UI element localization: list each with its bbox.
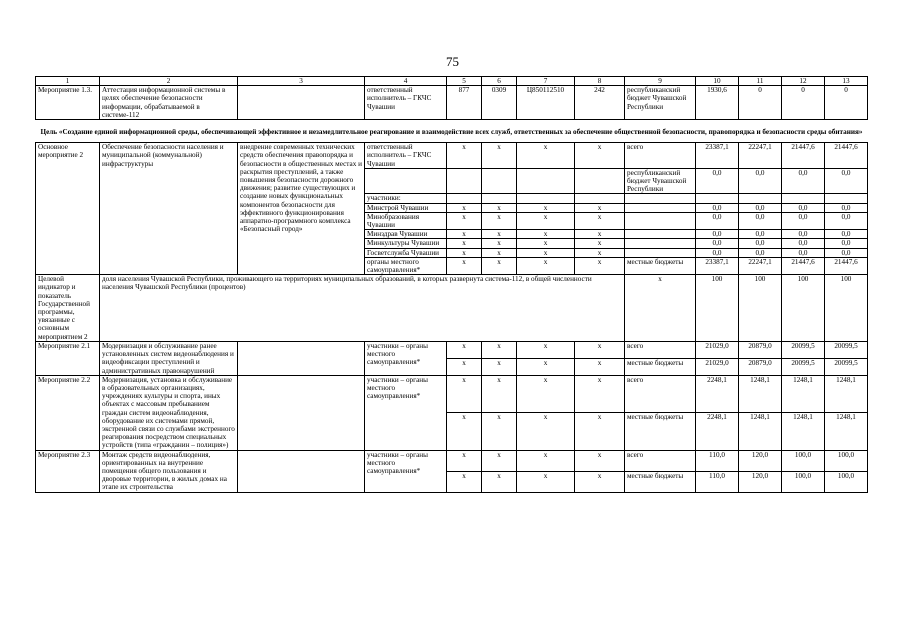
- measure-1-3-cell: Мероприятие 1.3.: [36, 86, 100, 120]
- measure-empty-cell: [238, 375, 365, 450]
- code-cell: x: [482, 212, 517, 229]
- column-number: 10: [696, 77, 739, 86]
- funding-source-cell: республиканский бюджет Чувашской Республики: [625, 168, 696, 194]
- amount-cell: 0,0: [739, 230, 782, 239]
- code-cell: x: [447, 203, 482, 212]
- amount-cell: 1248,1: [782, 413, 825, 450]
- funding-source-cell: местные бюджеты: [625, 413, 696, 450]
- code-cell: x: [447, 471, 482, 492]
- amount-cell: 0,0: [696, 239, 739, 248]
- main-activity-2-row: [36, 143, 868, 169]
- amount-cell: 0,0: [696, 212, 739, 229]
- code-cell: x: [447, 257, 482, 274]
- amount-cell: [782, 194, 825, 203]
- indicator-value: 100: [825, 275, 868, 342]
- amount-cell: [825, 194, 868, 203]
- measure-1-3-cell: 0309: [482, 86, 517, 120]
- amount-cell: 20879,0: [739, 341, 782, 358]
- code-cell: [517, 168, 575, 194]
- measure-name: Модернизация и обслуживание ранее установленных систем видеонаблюдения и видеофиксации преступлений и административных правонарушений: [100, 341, 238, 375]
- code-cell: x: [482, 257, 517, 274]
- amount-cell: 20879,0: [739, 358, 782, 375]
- executor-cell: [365, 168, 447, 194]
- amount-cell: 110,0: [696, 450, 739, 471]
- measure-1-3-cell: ответственный исполнитель – ГКЧС Чувашии: [365, 86, 447, 120]
- code-cell: x: [517, 143, 575, 169]
- code-cell: x: [482, 450, 517, 471]
- code-cell: x: [517, 257, 575, 274]
- measure-empty-cell: [238, 341, 365, 375]
- code-cell: x: [447, 375, 482, 412]
- amount-cell: 0,0: [782, 239, 825, 248]
- column-number: 6: [482, 77, 517, 86]
- goal-title: Цель «Создание единой информационной среды, обеспечивающей эффективное и незамедлительное реагирование и взаимодействие всех служб, ответственных за обеспечение общественной безопасности, правопорядка и безопасности среды обитания»: [36, 120, 868, 143]
- executor-cell: участники – органы местного самоуправления*: [365, 375, 447, 450]
- amount-cell: 100,0: [825, 450, 868, 471]
- amount-cell: 21029,0: [696, 358, 739, 375]
- main-activity-label: Основное мероприятие 2: [36, 143, 100, 275]
- amount-cell: 0,0: [825, 203, 868, 212]
- measure-1-3-cell: 242: [575, 86, 625, 120]
- amount-cell: 0,0: [782, 203, 825, 212]
- funding-source-cell: [625, 203, 696, 212]
- amount-cell: 20099,5: [825, 358, 868, 375]
- amount-cell: 22247,1: [739, 143, 782, 169]
- code-cell: x: [575, 239, 625, 248]
- code-cell: x: [575, 212, 625, 229]
- measure-row: [36, 375, 868, 412]
- amount-cell: 100,0: [782, 471, 825, 492]
- amount-cell: 100,0: [825, 471, 868, 492]
- amount-cell: 0,0: [782, 230, 825, 239]
- code-cell: x: [517, 239, 575, 248]
- code-cell: x: [482, 375, 517, 412]
- amount-cell: 0,0: [782, 168, 825, 194]
- code-cell: x: [517, 413, 575, 450]
- code-cell: x: [575, 203, 625, 212]
- measure-1-3-cell: [238, 86, 365, 120]
- column-number: 9: [625, 77, 696, 86]
- amount-cell: [739, 194, 782, 203]
- indicator-value: 100: [696, 275, 739, 342]
- code-cell: [447, 194, 482, 203]
- code-cell: x: [517, 203, 575, 212]
- measure-1-3-cell: 1930,6: [696, 86, 739, 120]
- indicator-value: 100: [782, 275, 825, 342]
- code-cell: x: [447, 341, 482, 358]
- code-cell: x: [447, 358, 482, 375]
- amount-cell: 20099,5: [782, 341, 825, 358]
- amount-cell: 0,0: [825, 168, 868, 194]
- column-number: 12: [782, 77, 825, 86]
- funding-source-cell: всего: [625, 375, 696, 412]
- measure-label: Мероприятие 2.2: [36, 375, 100, 450]
- code-cell: x: [575, 341, 625, 358]
- indicator-row: [36, 275, 868, 342]
- amount-cell: 0,0: [696, 168, 739, 194]
- executor-cell: Госветслужба Чувашии: [365, 248, 447, 257]
- executor-cell: участники – органы местного самоуправления*: [365, 450, 447, 492]
- code-cell: x: [447, 212, 482, 229]
- main-activity-name: Обеспечение безопасности населения и муниципальной (коммунальной) инфраструктуры: [100, 143, 238, 275]
- code-cell: x: [482, 358, 517, 375]
- amount-cell: 2248,1: [696, 375, 739, 412]
- code-cell: x: [517, 341, 575, 358]
- amount-cell: 1248,1: [825, 413, 868, 450]
- funding-source-cell: всего: [625, 450, 696, 471]
- code-cell: x: [575, 471, 625, 492]
- executor-cell: Минобразования Чувашии: [365, 212, 447, 229]
- code-cell: x: [482, 239, 517, 248]
- funding-source-cell: местные бюджеты: [625, 358, 696, 375]
- code-cell: [517, 194, 575, 203]
- code-cell: x: [575, 248, 625, 257]
- code-cell: x: [482, 413, 517, 450]
- column-number: 7: [517, 77, 575, 86]
- executor-cell: участники:: [365, 194, 447, 203]
- code-cell: x: [447, 413, 482, 450]
- amount-cell: 23387,1: [696, 257, 739, 274]
- amount-cell: 0,0: [782, 212, 825, 229]
- amount-cell: 1248,1: [782, 375, 825, 412]
- funding-source-cell: местные бюджеты: [625, 471, 696, 492]
- code-cell: x: [447, 239, 482, 248]
- indicator-unit: x: [625, 275, 696, 342]
- code-cell: x: [482, 230, 517, 239]
- measure-label: Мероприятие 2.1: [36, 341, 100, 375]
- column-number: 11: [739, 77, 782, 86]
- indicator-value: 100: [739, 275, 782, 342]
- code-cell: x: [517, 212, 575, 229]
- code-cell: x: [482, 203, 517, 212]
- code-cell: x: [482, 471, 517, 492]
- amount-cell: 0,0: [825, 248, 868, 257]
- measure-1-3-cell: Аттестация информационной системы в целях обеспечение безопасности информации, обрабатываемой в системе-112: [100, 86, 238, 120]
- amount-cell: 1248,1: [739, 413, 782, 450]
- goal-row: [36, 120, 868, 143]
- amount-cell: 0,0: [696, 203, 739, 212]
- code-cell: x: [517, 450, 575, 471]
- code-cell: x: [482, 341, 517, 358]
- amount-cell: 0,0: [739, 248, 782, 257]
- code-cell: x: [575, 450, 625, 471]
- executor-cell: Минстрой Чувашии: [365, 203, 447, 212]
- amount-cell: 20099,5: [825, 341, 868, 358]
- code-cell: x: [575, 257, 625, 274]
- code-cell: x: [517, 375, 575, 412]
- column-number: 3: [238, 77, 365, 86]
- column-number: 4: [365, 77, 447, 86]
- amount-cell: 21447,6: [782, 257, 825, 274]
- amount-cell: 110,0: [696, 471, 739, 492]
- funding-source-cell: [625, 248, 696, 257]
- measure-row: [36, 341, 868, 358]
- executor-cell: Минкультуры Чувашии: [365, 239, 447, 248]
- measure-label: Мероприятие 2.3: [36, 450, 100, 492]
- column-number: 13: [825, 77, 868, 86]
- amount-cell: 23387,1: [696, 143, 739, 169]
- code-cell: x: [482, 248, 517, 257]
- measure-1-3-cell: республиканский бюджет Чувашской Республики: [625, 86, 696, 120]
- column-number: 8: [575, 77, 625, 86]
- code-cell: x: [517, 471, 575, 492]
- indicator-label: Целевой индикатор и показатель Государственной программы, увязанные с основным мероприятием 2: [36, 275, 100, 342]
- amount-cell: 0,0: [739, 168, 782, 194]
- amount-cell: 2248,1: [696, 413, 739, 450]
- code-cell: x: [575, 143, 625, 169]
- code-cell: [447, 168, 482, 194]
- amount-cell: 0,0: [825, 239, 868, 248]
- amount-cell: 0,0: [782, 248, 825, 257]
- code-cell: [575, 194, 625, 203]
- funding-source-cell: местные бюджеты: [625, 257, 696, 274]
- amount-cell: 0,0: [739, 212, 782, 229]
- amount-cell: 21447,6: [825, 257, 868, 274]
- code-cell: x: [447, 230, 482, 239]
- column-number: 5: [447, 77, 482, 86]
- funding-source-cell: [625, 194, 696, 203]
- amount-cell: 0,0: [696, 230, 739, 239]
- funding-source-cell: [625, 212, 696, 229]
- funding-source-cell: всего: [625, 143, 696, 169]
- code-cell: x: [447, 450, 482, 471]
- measure-name: Модернизация, установка и обслуживание в образовательных организациях, учреждениях культуры и спорта, иных объектах с массовым пребыванием граждан систем видеонаблюдения, оборудование их системами прямой, экстренной связи со службами экстренного реагирования посредством специальных устройств (типа «гражданин – полиция»): [100, 375, 238, 450]
- amount-cell: 1248,1: [825, 375, 868, 412]
- code-cell: x: [575, 358, 625, 375]
- code-cell: [482, 194, 517, 203]
- funding-source-cell: [625, 230, 696, 239]
- amount-cell: 100,0: [782, 450, 825, 471]
- code-cell: x: [517, 358, 575, 375]
- code-cell: x: [517, 230, 575, 239]
- program-table: [35, 76, 868, 493]
- amount-cell: 0,0: [825, 230, 868, 239]
- column-number: 2: [100, 77, 238, 86]
- amount-cell: 21447,6: [825, 143, 868, 169]
- code-cell: x: [575, 413, 625, 450]
- column-number-row: [36, 77, 868, 86]
- code-cell: x: [575, 375, 625, 412]
- column-number: 1: [36, 77, 100, 86]
- measure-1-3-cell: 0: [825, 86, 868, 120]
- code-cell: [482, 168, 517, 194]
- page-number: 75: [446, 54, 459, 69]
- measure-row: [36, 450, 868, 471]
- executor-cell: Минздрав Чувашии: [365, 230, 447, 239]
- amount-cell: 0,0: [825, 212, 868, 229]
- amount-cell: 0,0: [739, 203, 782, 212]
- measure-1-3-cell: 0: [739, 86, 782, 120]
- indicator-text: доля населения Чувашской Республики, проживающего на территориях муниципальных образований, в которых развернута система-112, в общей численности населения Чувашской Республики (процентов): [100, 275, 625, 342]
- executor-cell: органы местного самоуправления*: [365, 257, 447, 274]
- measure-1-3-cell: 0: [782, 86, 825, 120]
- amount-cell: 120,0: [739, 471, 782, 492]
- measure-1-3-cell: 877: [447, 86, 482, 120]
- code-cell: x: [517, 248, 575, 257]
- amount-cell: 1248,1: [739, 375, 782, 412]
- amount-cell: 120,0: [739, 450, 782, 471]
- code-cell: x: [447, 143, 482, 169]
- main-activity-measures: внедрение современных технических средств обеспечения правопорядка и безопасности в общественных местах и раскрытия преступлений, а также повышения безопасности дорожного движения; развитие существующих и создание новых функциональных компонентов безопасности для эффективного функционирования аппаратно-программного комплекса «Безопасный город»: [238, 143, 365, 275]
- amount-cell: 20099,5: [782, 358, 825, 375]
- amount-cell: [696, 194, 739, 203]
- measure-empty-cell: [238, 450, 365, 492]
- amount-cell: 0,0: [739, 239, 782, 248]
- code-cell: x: [447, 248, 482, 257]
- amount-cell: 21029,0: [696, 341, 739, 358]
- measure-name: Монтаж средств видеонаблюдения, ориентированных на внутренние помещения общего пользования и дворовые территории, в жилых домах на этапе их строительства: [100, 450, 238, 492]
- amount-cell: 21447,6: [782, 143, 825, 169]
- code-cell: x: [482, 143, 517, 169]
- code-cell: [575, 168, 625, 194]
- funding-source-cell: всего: [625, 341, 696, 358]
- code-cell: x: [575, 230, 625, 239]
- executor-cell: участники – органы местного самоуправления*: [365, 341, 447, 375]
- measure-1-3-cell: Ц850112510: [517, 86, 575, 120]
- measure-1-3-row: [36, 86, 868, 120]
- amount-cell: 0,0: [696, 248, 739, 257]
- executor-cell: ответственный исполнитель – ГКЧС Чувашии: [365, 143, 447, 169]
- amount-cell: 22247,1: [739, 257, 782, 274]
- funding-source-cell: [625, 239, 696, 248]
